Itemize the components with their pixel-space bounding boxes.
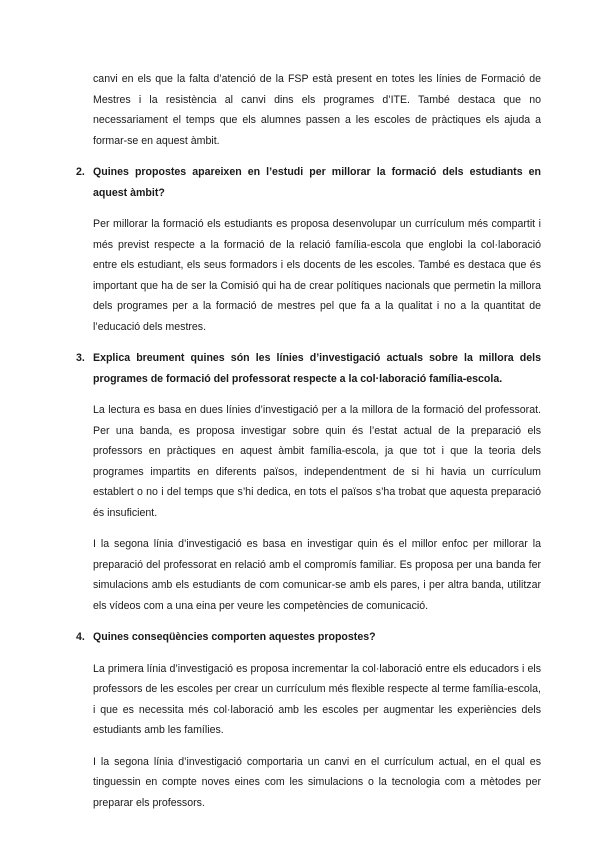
question-number: 3. xyxy=(76,352,85,364)
question-number: 4. xyxy=(76,631,85,643)
question-text: Quines conseqüències comporten aquestes propostes? xyxy=(93,631,376,643)
question-text: Explica breument quines són les línies d’investigació actuals sobre la millora dels programes de formació del professorat respecte a la col·laboració família-escola. xyxy=(93,352,541,385)
document-page xyxy=(76,69,541,824)
answer-paragraph: La primera línia d’investigació es proposa incrementar la col·laboració entre els educadors i els professors de les escoles per crear un currículum més flexible respecte al terme família-escola, i que es necessita més col·laboració amb les escoles per augmentar les experiències dels estudiants amb les famílies. xyxy=(93,662,541,736)
question-3 xyxy=(76,348,541,389)
intro-paragraph: canvi en els que la falta d’atenció de la FSP està present en totes les línies de Formació de Mestres i la resistència al canvi dins els programes d’ITE. També destaca que no necessariament el temps que els alumnes passen a les escoles de pràctiques els ajuda a formar-se en aquest àmbit. xyxy=(93,73,541,147)
answer-paragraph: I la segona línia d’investigació comportaria un canvi en el currículum actual, en el qual es tinguessin en compte noves eines com les simulacions o la tecnologia com a mètodes per preparar els professors. xyxy=(93,755,541,809)
answer-paragraph: I la segona línia d’investigació es basa en investigar quin és el millor enfoc per millorar la preparació del professorat en relació amb el compromís familiar. Es proposa per una banda fer simulacions amb els estudiants de com comunicar-se amb els pares, i per altra banda, utilitzar els vídeos com a una eina per veure les competències de comunicació. xyxy=(93,538,541,612)
question-number: 2. xyxy=(76,166,85,178)
question-2 xyxy=(76,162,541,203)
answer-paragraph: La lectura es basa en dues línies d’investigació per a la millora de la formació del professorat. Per una banda, es proposa investigar sobre quin és l’estat actual de la preparació els professors en pràctiques en aquest àmbit família-escola, ja que tot i que la teoria dels programes impartits en diferents països, independentment de si hi havia un currículum establert o no i del temps que s’hi dedica, en tots el països s’ha trobat que aquesta preparació és insuficient. xyxy=(93,404,541,519)
question-text: Quines propostes apareixen en l’estudi per millorar la formació dels estudiants en aquest àmbit? xyxy=(93,166,541,199)
answer-paragraph: Per millorar la formació els estudiants es proposa desenvolupar un currículum més compartit i més previst respecte a la formació de la relació família-escola que englobi la col·laboració entre els estudiant, els seus formadors i els docents de les escoles. També es destaca que és important que ha de ser la Comisió qui ha de crear polítiques nacionals que permetin la millora dels programes per a la formació de mestres pel que fa a la qualitat i no a la quantitat de l’educació dels mestres. xyxy=(93,218,541,333)
question-4 xyxy=(76,627,541,648)
